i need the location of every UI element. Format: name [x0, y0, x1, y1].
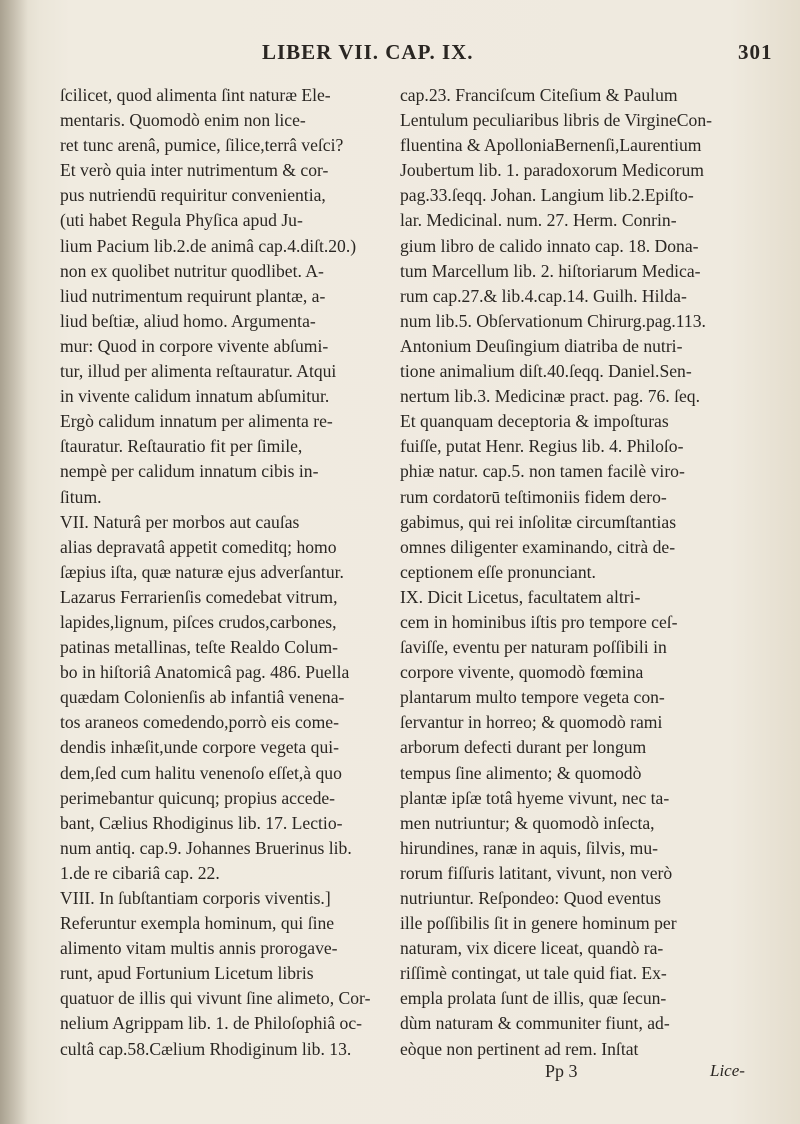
signature-mark: Pp 3	[545, 1061, 578, 1081]
text-line: plantarum multo tempore vegeta con-	[400, 687, 665, 708]
page-header	[0, 40, 800, 68]
text-line: tum Marcellum lib. 2. hiſtoriarum Medica-	[400, 260, 701, 281]
text-line: corpore vivente, quomodò fœmina	[400, 662, 644, 683]
running-title: LIBER VII. CAP. IX.	[262, 40, 474, 64]
text-line: VII. Naturâ per morbos aut cauſas	[60, 511, 300, 532]
text-line: VIII. In ſubſtantiam corporis viventis.]	[60, 888, 331, 908]
text-line: ſaviſſe, eventu per naturam poſſibili in	[400, 637, 667, 658]
text-line: num antiq. cap.9. Johannes Bruerinus lib.	[60, 837, 352, 858]
text-line: tempus ſine alimento; & quomodò	[400, 762, 642, 783]
text-line: Lazarus Ferrarienſis comedebat vitrum,	[60, 586, 338, 607]
text-line: eòque non pertinent ad rem. Inſtat	[400, 1038, 639, 1059]
text-line: perimebantur quicunq; propius accede-	[60, 787, 336, 808]
text-line: lar. Medicinal. num. 27. Herm. Conrin-	[400, 210, 677, 231]
text-line: phiæ natur. cap.5. non tamen facilè viro-	[400, 461, 685, 482]
text-line: arborum defecti durant per longum	[400, 737, 647, 758]
text-line: IX. Dicit Licetus, facultatem altri-	[400, 586, 641, 607]
text-line: nertum lib.3. Medicinæ pract. pag. 76. ſeq.	[400, 386, 701, 407]
text-line: quatuor de illis qui vivunt ſine alimeto, Cor-	[60, 988, 371, 1009]
text-line: liud beſtiæ, aliud homo. Argumenta-	[60, 310, 316, 331]
text-line: mentaris. Quomodò enim non lice-	[60, 110, 306, 131]
text-line: Joubertum lib. 1. paradoxorum Medicorum	[400, 160, 704, 181]
text-line: empla prolata ſunt de illis, quæ ſecun-	[400, 988, 667, 1009]
text-line: quædam Colonienſis ab infantiâ venena-	[60, 687, 345, 708]
text-line: Antonium Deuſingium diatriba de nutri-	[400, 335, 683, 356]
text-line: gabimus, qui rei inſolitæ circumſtantias	[400, 511, 677, 532]
text-line: dem,ſed cum halitu venenoſo eſſet,à quo	[60, 762, 342, 783]
text-line: ſervantur in horreo; & quomodò rami	[400, 712, 663, 733]
text-line: liud nutrimentum requirunt plantæ, a-	[60, 285, 326, 306]
text-line: bo in hiſtoriâ Anatomicâ pag. 486. Puella	[60, 662, 350, 683]
text-line: tione animalium diſt.40.ſeqq. Daniel.Sen-	[400, 361, 692, 382]
text-line: ſitum.	[60, 486, 102, 507]
text-line: alimento vitam multis annis prorogave-	[60, 938, 338, 959]
text-line: non ex quolibet nutritur quodlibet. A-	[60, 260, 324, 281]
catchword: Lice-	[710, 1061, 745, 1080]
text-line: ſcilicet, quod alimenta ſint naturæ Ele-	[60, 85, 331, 105]
text-line: rorum fiſſuris latitant, vivunt, non verò	[400, 862, 673, 883]
text-line: dendis inhæſit,unde corpore vegeta qui-	[60, 737, 339, 758]
page-number: 301	[738, 40, 773, 64]
text-line: riſſimè contingat, ut tale quid fiat. Ex-	[400, 963, 667, 984]
text-line: cap.23. Franciſcum Citeſium & Paulum	[400, 85, 678, 105]
text-line: pus nutriendū requiritur convenientia,	[60, 185, 326, 206]
text-line: Ergò calidum innatum per alimenta re-	[60, 411, 333, 432]
text-line: alias depravatâ appetit comeditq; homo	[60, 536, 337, 557]
text-line: in vivente calidum innatum abſumitur.	[60, 386, 330, 407]
text-line: lapides,lignum, piſces crudos,carbones,	[60, 611, 337, 632]
text-line: rum cap.27.& lib.4.cap.14. Guilh. Hilda-	[400, 285, 687, 306]
text-line: num lib.5. Obſervationum Chirurg.pag.113.	[400, 310, 706, 331]
text-line: hirundines, ranæ in aquis, ſilvis, mu-	[400, 837, 659, 858]
text-line: pag.33.ſeqq. Johan. Langium lib.2.Epiſto-	[400, 185, 694, 206]
text-line: ret tunc arenâ, pumice, ſilice,terrâ veſci?	[60, 135, 344, 156]
text-line: Lentulum peculiaribus libris de VirgineCon-	[400, 110, 712, 131]
text-line: fuiſſe, putat Henr. Regius lib. 4. Philoſo-	[400, 436, 684, 457]
text-line: ceptionem eſſe pronunciant.	[400, 561, 596, 582]
text-line: ſæpius iſta, quæ naturæ ejus adverſantur.	[60, 561, 344, 582]
text-line: nempè per calidum innatum cibis in-	[60, 461, 319, 482]
text-line: patinas metallinas, teſte Realdo Colum-	[60, 637, 339, 658]
text-line: ille poſſibilis ſit in genere hominum per	[400, 913, 677, 934]
text-line: Et verò quia inter nutrimentum & cor-	[60, 160, 329, 181]
text-line: 1.de re cibariâ cap. 22.	[60, 862, 220, 883]
text-line: (uti habet Regula Phyſica apud Ju-	[60, 210, 303, 231]
text-line: men nutriuntur; & quomodò inſecta,	[400, 812, 655, 833]
gutter-shadow	[0, 0, 28, 1124]
left-column	[60, 83, 380, 1062]
text-line: rum cordatorū teſtimoniis fidem dero-	[400, 486, 667, 507]
text-line: Et quanquam deceptoria & impoſturas	[400, 411, 669, 432]
text-line: fluentina & ApolloniaBernenſi,Laurentium	[400, 135, 702, 156]
text-line: lium Pacium lib.2.de animâ cap.4.diſt.20.)	[60, 235, 357, 256]
text-line: plantæ ipſæ totâ hyeme vivunt, nec ta-	[400, 787, 670, 808]
text-line: ſtauratur. Reſtauratio fit per ſimile,	[60, 436, 303, 457]
text-line: tos araneos comedendo,porrò eis come-	[60, 712, 339, 733]
text-line: bant, Cælius Rhodiginus lib. 17. Lectio-	[60, 812, 343, 833]
text-line: naturam, vix dicere liceat, quandò ra-	[400, 938, 664, 959]
text-line: gium libro de calido innato cap. 18. Dona-	[400, 235, 699, 256]
text-line: Referuntur exempla hominum, qui ſine	[60, 913, 335, 934]
text-line: cem in hominibus iſtis pro tempore ceſ-	[400, 611, 678, 632]
text-line: mur: Quod in corpore vivente abſumi-	[60, 335, 329, 356]
text-line: dùm naturam & communiter fiunt, ad-	[400, 1013, 670, 1034]
right-column	[400, 83, 720, 1062]
text-line: cultâ cap.58.Cælium Rhodiginum lib. 13.	[60, 1038, 352, 1059]
text-line: nutriuntur. Reſpondeo: Quod eventus	[400, 888, 661, 908]
text-line: runt, apud Fortunium Licetum libris	[60, 963, 314, 984]
text-line: tur, illud per alimenta reſtauratur. Atqui	[60, 361, 337, 382]
text-line: omnes diligenter examinando, citrà de-	[400, 536, 676, 557]
text-line: nelium Agrippam lib. 1. de Philoſophiâ oc-	[60, 1013, 362, 1034]
